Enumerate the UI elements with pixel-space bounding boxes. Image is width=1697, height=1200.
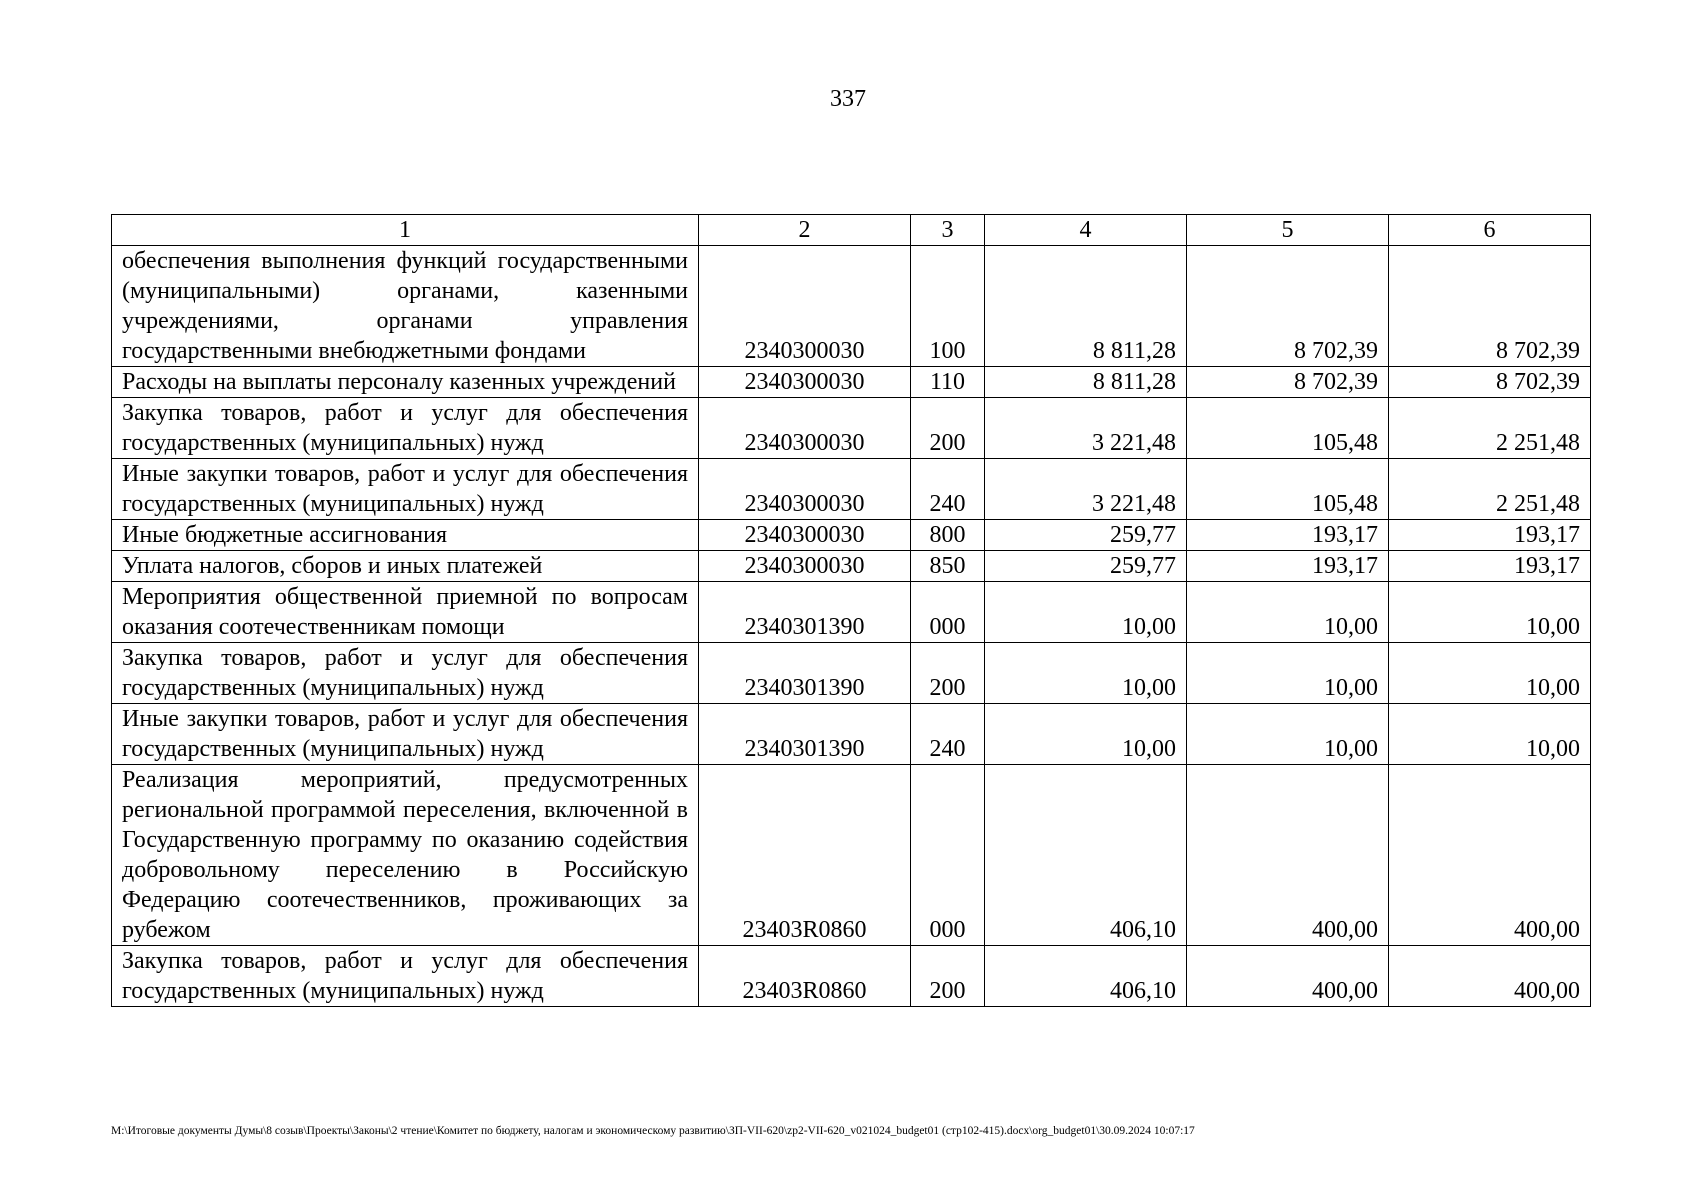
amount-col5-cell: 8 702,39 [1187,367,1389,398]
amount-col5-cell: 10,00 [1187,643,1389,704]
target-code-cell: 23403R0860 [699,765,911,946]
table-row [112,643,1591,704]
target-code-cell: 2340300030 [699,398,911,459]
amount-col5-cell: 400,00 [1187,946,1389,1007]
column-header: 1 [112,215,699,246]
amount-col6-cell: 8 702,39 [1389,246,1591,367]
amount-col4-cell: 406,10 [985,765,1187,946]
amount-col6-cell: 400,00 [1389,765,1591,946]
expense-name-cell: Мероприятия общественной приемной по вопросам оказания соотечественникам помощи [112,582,699,643]
column-header: 4 [985,215,1187,246]
header-row [112,215,1591,246]
expense-name-cell: обеспечения выполнения функций государственными (муниципальными) органами, казенными учреждениями, органами управления государственными внебюджетными фондами [112,246,699,367]
column-header: 2 [699,215,911,246]
amount-col4-cell: 10,00 [985,704,1187,765]
amount-col5-cell: 193,17 [1187,520,1389,551]
table-row [112,551,1591,582]
amount-col5-cell: 400,00 [1187,765,1389,946]
expense-name-cell: Закупка товаров, работ и услуг для обеспечения государственных (муниципальных) нужд [112,946,699,1007]
expense-name-cell: Иные закупки товаров, работ и услуг для обеспечения государственных (муниципальных) нужд [112,704,699,765]
amount-col5-cell: 105,48 [1187,398,1389,459]
amount-col5-cell: 193,17 [1187,551,1389,582]
budget-table [111,214,1591,1007]
expense-name-cell: Иные закупки товаров, работ и услуг для обеспечения государственных (муниципальных) нужд [112,459,699,520]
column-header: 6 [1389,215,1591,246]
expense-type-cell: 800 [911,520,985,551]
amount-col5-cell: 105,48 [1187,459,1389,520]
amount-col4-cell: 3 221,48 [985,398,1187,459]
amount-col6-cell: 2 251,48 [1389,398,1591,459]
table-body [112,246,1591,1007]
amount-col6-cell: 8 702,39 [1389,367,1591,398]
amount-col6-cell: 2 251,48 [1389,459,1591,520]
target-code-cell: 2340301390 [699,582,911,643]
amount-col5-cell: 10,00 [1187,582,1389,643]
amount-col6-cell: 10,00 [1389,582,1591,643]
column-header: 5 [1187,215,1389,246]
expense-type-cell: 200 [911,398,985,459]
page-number: 337 [830,86,866,112]
amount-col6-cell: 400,00 [1389,946,1591,1007]
target-code-cell: 2340300030 [699,520,911,551]
amount-col5-cell: 8 702,39 [1187,246,1389,367]
expense-type-cell: 000 [911,582,985,643]
table-row [112,520,1591,551]
file-path-footer: M:\Итоговые документы Думы\8 созыв\Проекты\Законы\2 чтение\Комитет по бюджету, налогам и экономическому развитию\ЗП-VII-620\zp2-VII-620_v021024_budget01 (стр102-415).docx\org_budget01\30.09.2024 10:07:17 [111,1125,1195,1137]
amount-col4-cell: 8 811,28 [985,367,1187,398]
expense-type-cell: 240 [911,704,985,765]
expense-name-cell: Закупка товаров, работ и услуг для обеспечения государственных (муниципальных) нужд [112,643,699,704]
expense-name-cell: Уплата налогов, сборов и иных платежей [112,551,699,582]
target-code-cell: 2340301390 [699,643,911,704]
target-code-cell: 23403R0860 [699,946,911,1007]
amount-col4-cell: 406,10 [985,946,1187,1007]
table-row [112,704,1591,765]
expense-name-cell: Реализация мероприятий, предусмотренных региональной программой переселения, включенной в Государственную программу по оказанию содействия добровольному переселению в Российскую Федерацию соотечественников, проживающих за рубежом [112,765,699,946]
amount-col4-cell: 8 811,28 [985,246,1187,367]
column-header: 3 [911,215,985,246]
target-code-cell: 2340300030 [699,551,911,582]
expense-type-cell: 850 [911,551,985,582]
expense-type-cell: 240 [911,459,985,520]
table-row [112,582,1591,643]
table-row [112,946,1591,1007]
target-code-cell: 2340301390 [699,704,911,765]
target-code-cell: 2340300030 [699,367,911,398]
amount-col6-cell: 193,17 [1389,551,1591,582]
table-row [112,398,1591,459]
table-row [112,246,1591,367]
expense-type-cell: 000 [911,765,985,946]
amount-col4-cell: 10,00 [985,582,1187,643]
expense-type-cell: 100 [911,246,985,367]
amount-col5-cell: 10,00 [1187,704,1389,765]
target-code-cell: 2340300030 [699,246,911,367]
table-row [112,367,1591,398]
expense-name-cell: Закупка товаров, работ и услуг для обеспечения государственных (муниципальных) нужд [112,398,699,459]
table-row [112,765,1591,946]
expense-name-cell: Расходы на выплаты персоналу казенных учреждений [112,367,699,398]
amount-col6-cell: 10,00 [1389,704,1591,765]
amount-col4-cell: 259,77 [985,551,1187,582]
expense-type-cell: 200 [911,946,985,1007]
target-code-cell: 2340300030 [699,459,911,520]
amount-col6-cell: 10,00 [1389,643,1591,704]
expense-name-cell: Иные бюджетные ассигнования [112,520,699,551]
expense-type-cell: 110 [911,367,985,398]
amount-col4-cell: 3 221,48 [985,459,1187,520]
expense-type-cell: 200 [911,643,985,704]
amount-col4-cell: 259,77 [985,520,1187,551]
amount-col6-cell: 193,17 [1389,520,1591,551]
amount-col4-cell: 10,00 [985,643,1187,704]
table-row [112,459,1591,520]
